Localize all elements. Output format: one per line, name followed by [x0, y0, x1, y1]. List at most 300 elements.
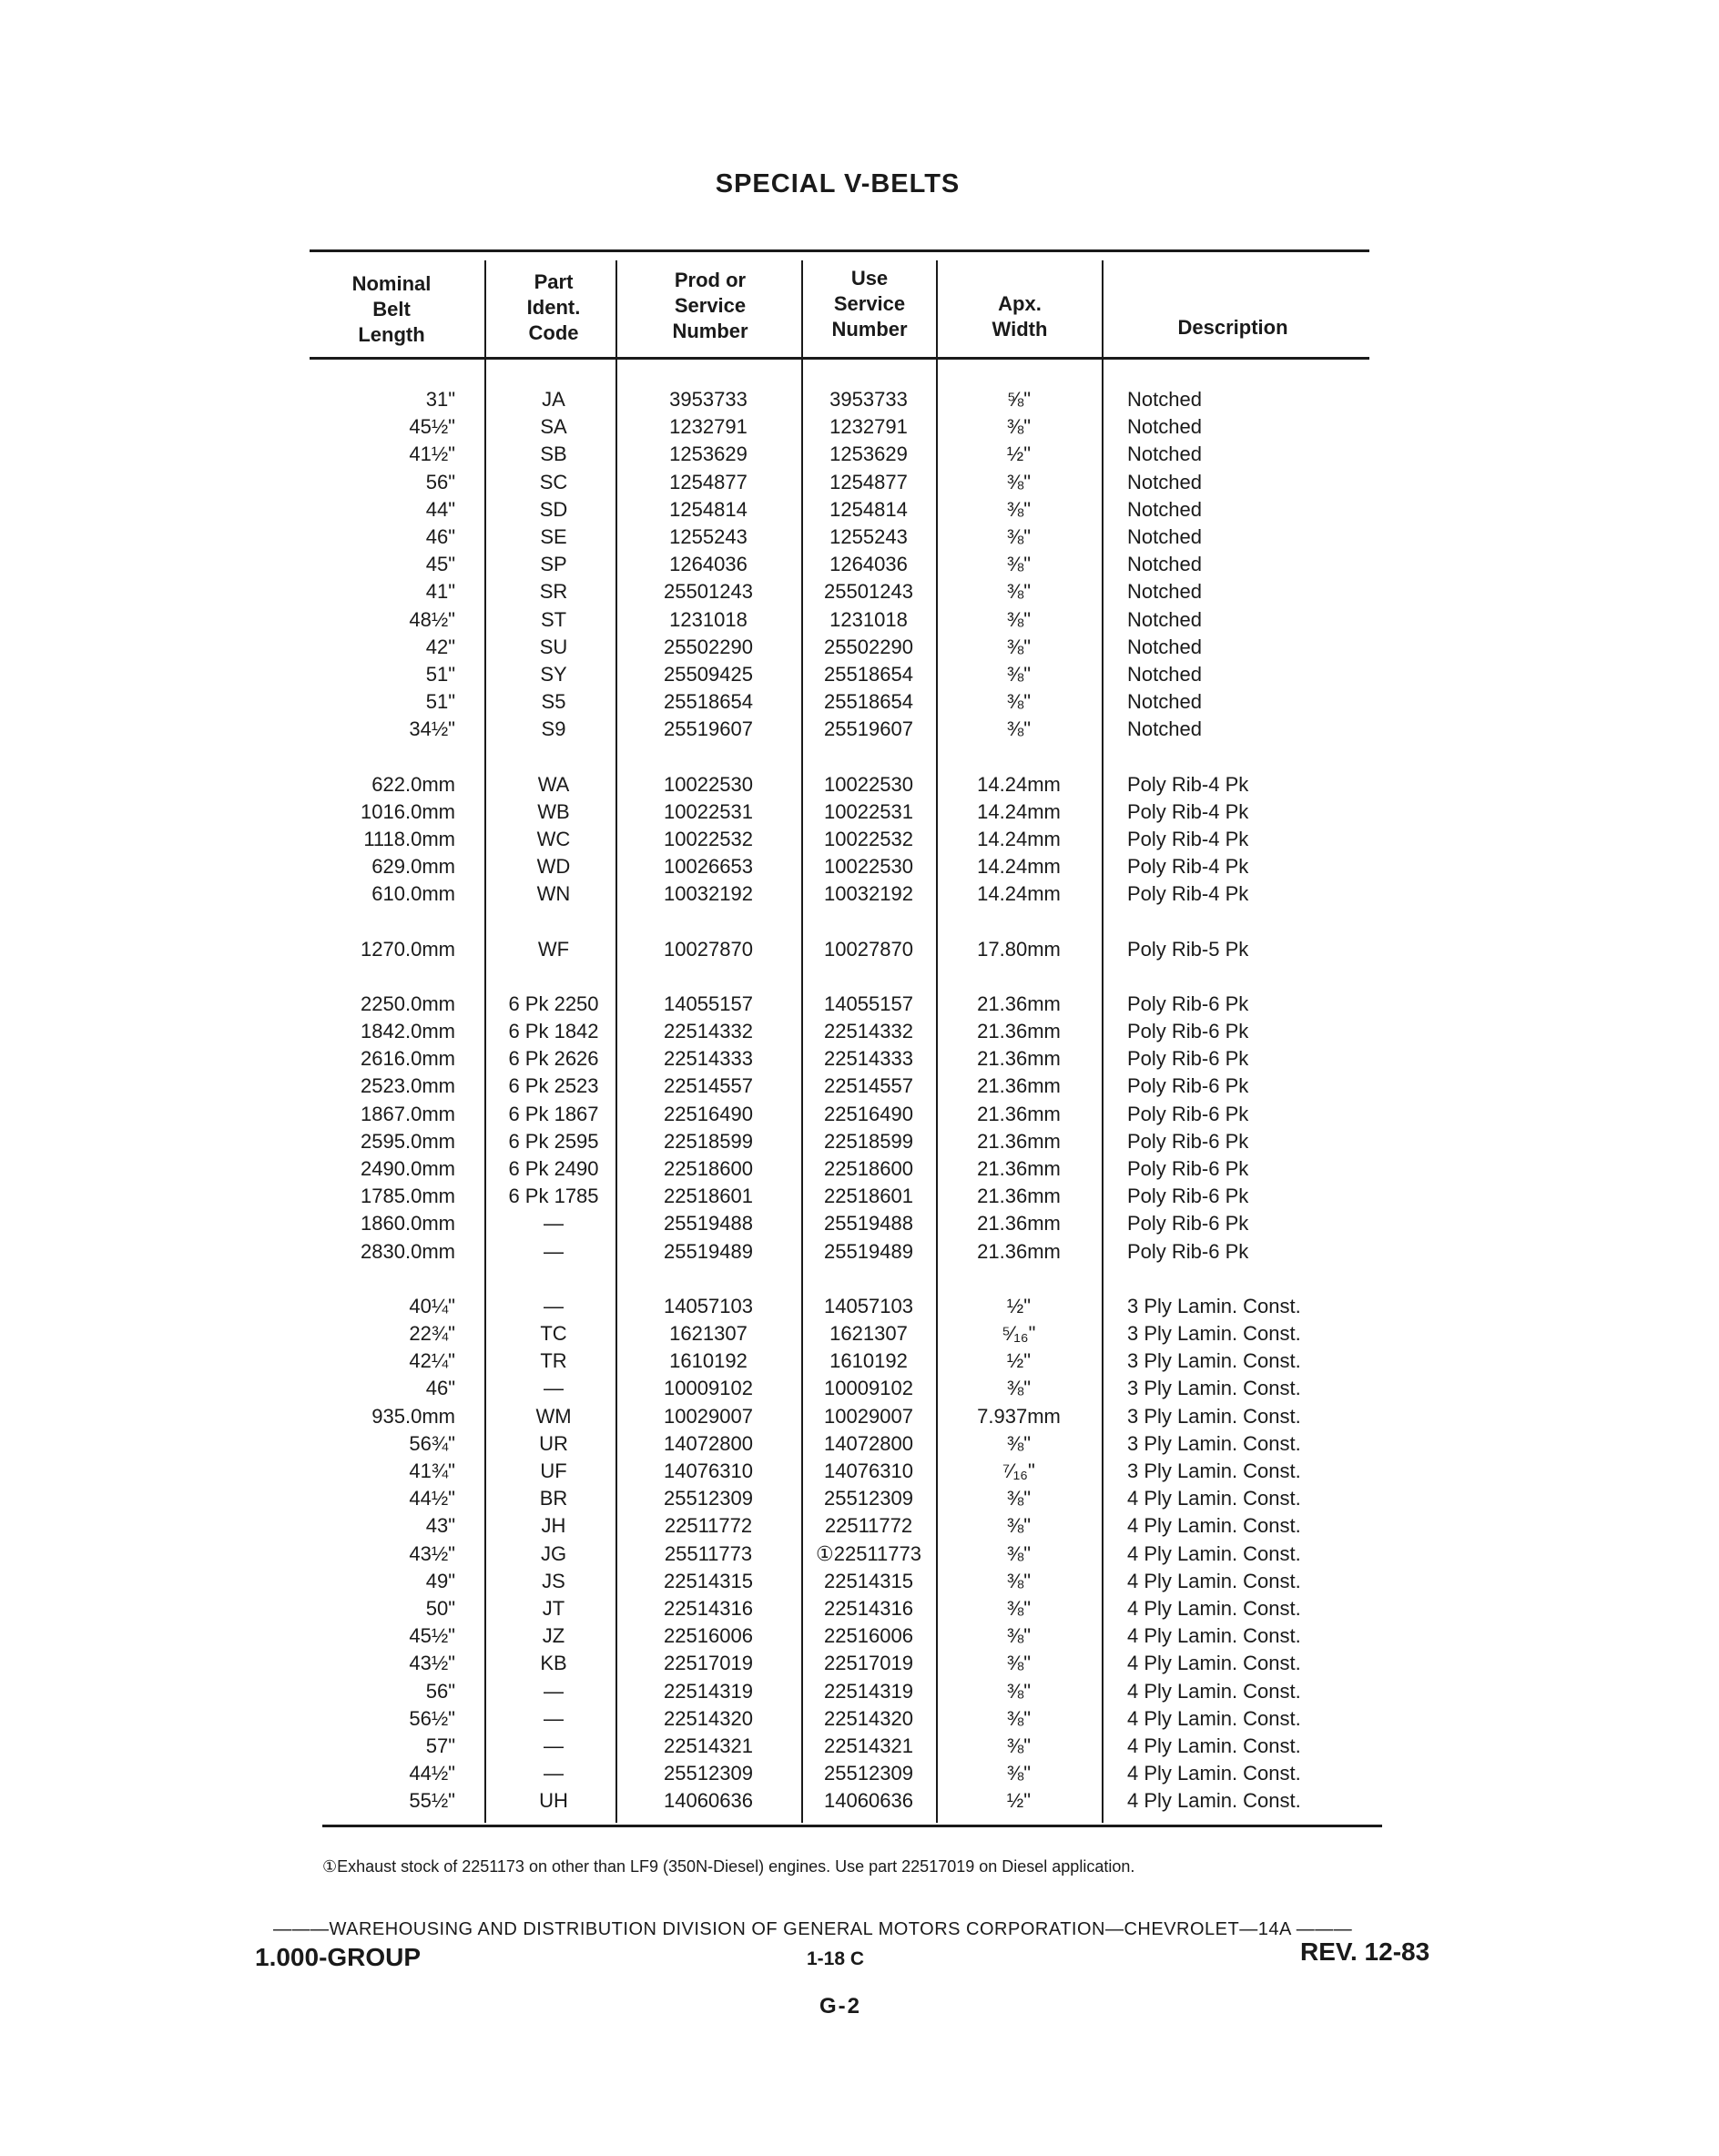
- part-code-cell: WB: [537, 799, 570, 823]
- prod-number-cell: 22514332: [664, 1020, 753, 1042]
- description-cell: Notched: [1127, 717, 1202, 741]
- table-row: [0, 1403, 1719, 1430]
- table-row: [0, 634, 1719, 661]
- table-row: [0, 1485, 1719, 1512]
- use-number-cell: 3953733: [829, 388, 908, 411]
- revision-label: REV. 12-83: [1300, 1937, 1430, 1966]
- prod-number-cell: 25512309: [664, 1762, 753, 1785]
- use-number-cell: 25518654: [824, 690, 913, 714]
- belt-length-cell: 1867.0mm: [361, 1102, 455, 1125]
- width-cell: ⅜": [1006, 1652, 1032, 1675]
- description-cell: Notched: [1127, 388, 1202, 411]
- width-cell: ⅜": [1006, 1624, 1032, 1648]
- width-cell: 21.36mm: [977, 1047, 1061, 1071]
- prod-number-cell: 1255243: [669, 525, 748, 548]
- part-code-cell: SA: [540, 415, 567, 439]
- table-row: [0, 1348, 1719, 1375]
- width-cell: 14.24mm: [977, 882, 1061, 906]
- belt-length-cell: 1860.0mm: [361, 1212, 455, 1236]
- part-code-cell: TC: [540, 1322, 567, 1345]
- part-code-cell: ST: [540, 607, 567, 631]
- belt-length-cell: 43½": [409, 1652, 455, 1675]
- belt-length-cell: 2490.0mm: [361, 1157, 455, 1180]
- width-cell: ⅜": [1006, 497, 1032, 521]
- part-code-cell: 6 Pk 1785: [508, 1185, 599, 1208]
- description-cell: Poly Rib-6 Pk: [1127, 1157, 1249, 1180]
- prod-number-cell: 25502290: [664, 635, 753, 658]
- width-cell: ½": [1006, 1294, 1032, 1317]
- description-cell: Notched: [1127, 580, 1202, 604]
- part-code-cell: WN: [536, 882, 571, 906]
- table-row: [0, 1760, 1719, 1787]
- belt-length-cell: 42¼": [409, 1349, 455, 1373]
- prod-number-cell: 22514315: [664, 1569, 753, 1592]
- table-row: [0, 1512, 1719, 1540]
- header-nominal-belt-length: Nominal Belt Length: [351, 272, 432, 346]
- part-code-cell: —: [544, 1679, 564, 1703]
- description-cell: 4 Ply Lamin. Const.: [1127, 1679, 1301, 1703]
- table-row: [0, 853, 1719, 880]
- description-cell: Poly Rib-6 Pk: [1127, 1074, 1249, 1098]
- belt-length-cell: 1016.0mm: [361, 799, 455, 823]
- prod-number-cell: 14076310: [664, 1459, 753, 1482]
- prod-number-cell: 1610192: [669, 1349, 748, 1373]
- belt-length-cell: 56¾": [409, 1431, 455, 1455]
- part-code-cell: S5: [541, 690, 566, 714]
- width-cell: ⅜": [1006, 1679, 1032, 1703]
- belt-length-cell: 45": [425, 553, 455, 576]
- use-number-cell: 22511772: [824, 1514, 913, 1538]
- belt-length-cell: 41¾": [409, 1459, 455, 1482]
- width-cell: 21.36mm: [977, 1212, 1061, 1236]
- part-code-cell: —: [544, 1377, 564, 1400]
- description-cell: 3 Ply Lamin. Const.: [1127, 1322, 1301, 1345]
- description-cell: 4 Ply Lamin. Const.: [1127, 1762, 1301, 1785]
- description-cell: Notched: [1127, 415, 1202, 439]
- use-number-cell: 25502290: [824, 635, 913, 658]
- table-row: [0, 936, 1719, 963]
- part-code-cell: JH: [541, 1514, 566, 1538]
- part-code-cell: JG: [540, 1541, 567, 1565]
- use-number-cell: 1610192: [829, 1349, 908, 1373]
- description-cell: Notched: [1127, 497, 1202, 521]
- description-cell: Poly Rib-6 Pk: [1127, 1129, 1249, 1153]
- table-row: [0, 1568, 1719, 1595]
- width-cell: 21.36mm: [977, 1020, 1061, 1042]
- belt-length-cell: 41½": [409, 442, 455, 466]
- table-row: [0, 469, 1719, 496]
- part-code-cell: —: [544, 1734, 564, 1757]
- description-cell: Poly Rib-6 Pk: [1127, 1047, 1249, 1071]
- prod-number-cell: 14060636: [664, 1789, 753, 1813]
- width-cell: ⅜": [1006, 1487, 1032, 1510]
- description-cell: 4 Ply Lamin. Const.: [1127, 1652, 1301, 1675]
- belt-length-cell: 2830.0mm: [361, 1239, 455, 1263]
- description-cell: 4 Ply Lamin. Const.: [1127, 1569, 1301, 1592]
- prod-number-cell: 1232791: [669, 415, 748, 439]
- belt-length-cell: 57": [425, 1734, 455, 1757]
- table-row: [0, 1622, 1719, 1650]
- prod-number-cell: 1621307: [669, 1322, 748, 1345]
- description-cell: Notched: [1127, 690, 1202, 714]
- table-row: [0, 1375, 1719, 1402]
- use-number-cell: 10032192: [824, 882, 913, 906]
- part-code-cell: SE: [540, 525, 567, 548]
- width-cell: ⁷⁄₁₆": [1002, 1459, 1035, 1482]
- description-cell: 3 Ply Lamin. Const.: [1127, 1404, 1301, 1428]
- use-number-cell: 1621307: [829, 1322, 908, 1345]
- use-number-cell: 25501243: [824, 580, 913, 604]
- belt-length-cell: 2595.0mm: [361, 1129, 455, 1153]
- part-code-cell: JA: [542, 388, 565, 411]
- header-use-service-number: Use Service Number: [831, 267, 908, 341]
- part-code-cell: 6 Pk 2595: [508, 1129, 599, 1153]
- belt-length-cell: 40¼": [409, 1294, 455, 1317]
- use-number-cell: 25519607: [824, 717, 913, 741]
- prod-number-cell: 10009102: [664, 1377, 753, 1400]
- use-number-cell: 22514319: [824, 1679, 913, 1703]
- part-code-cell: —: [544, 1762, 564, 1785]
- part-code-cell: —: [544, 1239, 564, 1263]
- part-code-cell: JT: [542, 1597, 565, 1620]
- width-cell: ⅜": [1006, 1706, 1032, 1730]
- width-cell: ⅜": [1006, 1431, 1032, 1455]
- header-bottom-rule: [310, 357, 1369, 360]
- header-apx-width: Apx. Width: [992, 292, 1048, 341]
- description-cell: Poly Rib-5 Pk: [1127, 937, 1249, 961]
- table-row: [0, 1183, 1719, 1210]
- description-cell: Poly Rib-6 Pk: [1127, 1239, 1249, 1263]
- table-row: [0, 1128, 1719, 1155]
- width-cell: 14.24mm: [977, 855, 1061, 879]
- prod-number-cell: 3953733: [669, 388, 748, 411]
- width-cell: 14.24mm: [977, 772, 1061, 796]
- table-row: [0, 441, 1719, 468]
- prod-number-cell: 1253629: [669, 442, 748, 466]
- prod-number-cell: 25519489: [664, 1239, 753, 1263]
- use-number-cell: 22514315: [824, 1569, 913, 1592]
- use-number-cell: 22517019: [824, 1652, 913, 1675]
- use-number-cell: 14057103: [824, 1294, 913, 1317]
- use-number-cell: 22518600: [824, 1157, 913, 1180]
- part-code-cell: WF: [537, 937, 570, 961]
- prod-number-cell: 22516490: [664, 1102, 753, 1125]
- use-number-cell: 25519488: [824, 1212, 913, 1236]
- table-row: [0, 1101, 1719, 1128]
- prod-number-cell: 1254877: [669, 470, 748, 493]
- part-code-cell: UF: [540, 1459, 567, 1482]
- part-code-cell: S9: [541, 717, 566, 741]
- division-line: ———WAREHOUSING AND DISTRIBUTION DIVISION OF GENERAL MOTORS CORPORATION—CHEVROLET—14A ———: [273, 1919, 1353, 1939]
- width-cell: 21.36mm: [977, 1129, 1061, 1153]
- table-row: [0, 386, 1719, 413]
- table-row: [0, 1595, 1719, 1622]
- use-number-cell: 14076310: [824, 1459, 913, 1482]
- prod-number-cell: 25512309: [664, 1487, 753, 1510]
- use-number-cell: 10009102: [824, 1377, 913, 1400]
- width-cell: ⅜": [1006, 525, 1032, 548]
- width-cell: ⅜": [1006, 663, 1032, 686]
- width-cell: 14.24mm: [977, 828, 1061, 850]
- use-number-cell: 25512309: [824, 1487, 913, 1510]
- use-number-cell: 1231018: [829, 607, 908, 631]
- description-cell: 4 Ply Lamin. Const.: [1127, 1624, 1301, 1648]
- table-row: [0, 1541, 1719, 1568]
- width-cell: 21.36mm: [977, 1157, 1061, 1180]
- table-row: [0, 1678, 1719, 1705]
- belt-length-cell: 44": [425, 497, 455, 521]
- prod-number-cell: 22514319: [664, 1679, 753, 1703]
- belt-length-cell: 22¾": [409, 1322, 455, 1345]
- width-cell: ⅜": [1006, 607, 1032, 631]
- prod-number-cell: 22518600: [664, 1157, 753, 1180]
- part-code-cell: 6 Pk 1867: [508, 1102, 599, 1125]
- width-cell: ½": [1006, 442, 1032, 466]
- use-number-cell: 22514321: [824, 1734, 913, 1757]
- belt-length-cell: 44½": [409, 1487, 455, 1510]
- table-row: [0, 826, 1719, 853]
- description-cell: Notched: [1127, 635, 1202, 658]
- prod-number-cell: 22514316: [664, 1597, 753, 1620]
- belt-length-cell: 43": [425, 1514, 455, 1538]
- belt-length-cell: 1270.0mm: [361, 937, 455, 961]
- description-cell: 4 Ply Lamin. Const.: [1127, 1734, 1301, 1757]
- use-number-cell: 22516006: [824, 1624, 913, 1648]
- table-row: [0, 1787, 1719, 1815]
- width-cell: ⅜": [1006, 635, 1032, 658]
- table-row: [0, 688, 1719, 716]
- use-number-cell: ①22511773: [816, 1541, 921, 1565]
- width-cell: ⅜": [1006, 1597, 1032, 1620]
- table-row: [0, 1155, 1719, 1183]
- use-number-cell: 14055157: [824, 992, 913, 1015]
- part-code-cell: KB: [540, 1652, 567, 1675]
- prod-number-cell: 10022531: [664, 799, 753, 823]
- table-top-rule: [310, 249, 1369, 252]
- description-cell: Poly Rib-4 Pk: [1127, 828, 1249, 850]
- belt-length-cell: 50": [425, 1597, 455, 1620]
- description-cell: Notched: [1127, 470, 1202, 493]
- width-cell: 21.36mm: [977, 1185, 1061, 1208]
- description-cell: 4 Ply Lamin. Const.: [1127, 1487, 1301, 1510]
- width-cell: ½": [1006, 1349, 1032, 1373]
- prod-number-cell: 22517019: [664, 1652, 753, 1675]
- width-cell: 17.80mm: [977, 937, 1061, 961]
- use-number-cell: 25512309: [824, 1762, 913, 1785]
- use-number-cell: 10022530: [824, 772, 913, 796]
- prod-number-cell: 1264036: [669, 553, 748, 576]
- description-cell: Notched: [1127, 663, 1202, 686]
- belt-length-cell: 56½": [409, 1706, 455, 1730]
- description-cell: 3 Ply Lamin. Const.: [1127, 1294, 1301, 1317]
- belt-length-cell: 46": [425, 525, 455, 548]
- belt-length-cell: 2616.0mm: [361, 1047, 455, 1071]
- width-cell: ⅜": [1006, 1541, 1032, 1565]
- use-number-cell: 1254814: [829, 497, 908, 521]
- prod-number-cell: 10022530: [664, 772, 753, 796]
- page-number: G-2: [819, 1994, 862, 2019]
- part-code-cell: —: [544, 1294, 564, 1317]
- width-cell: ⅝": [1006, 388, 1032, 411]
- use-number-cell: 22514332: [824, 1020, 913, 1042]
- use-number-cell: 10022532: [824, 828, 913, 850]
- table-row: [0, 606, 1719, 634]
- width-cell: ⅜": [1006, 470, 1032, 493]
- belt-length-cell: 45½": [409, 415, 455, 439]
- belt-length-cell: 51": [425, 690, 455, 714]
- description-cell: 4 Ply Lamin. Const.: [1127, 1514, 1301, 1538]
- table-row: [0, 771, 1719, 798]
- description-cell: Notched: [1127, 525, 1202, 548]
- prod-number-cell: 14072800: [664, 1431, 753, 1455]
- table-row: [0, 1073, 1719, 1100]
- width-cell: ⅜": [1006, 415, 1032, 439]
- part-code-cell: JZ: [542, 1624, 565, 1648]
- part-code-cell: SY: [540, 663, 567, 686]
- use-number-cell: 22518601: [824, 1185, 913, 1208]
- use-number-cell: 10027870: [824, 937, 913, 961]
- prod-number-cell: 22514321: [664, 1734, 753, 1757]
- prod-number-cell: 22518601: [664, 1185, 753, 1208]
- use-number-cell: 22518599: [824, 1129, 913, 1153]
- width-cell: ⅜": [1006, 1514, 1032, 1538]
- description-cell: Poly Rib-6 Pk: [1127, 1185, 1249, 1208]
- header-prod-or-service-number: Prod or Service Number: [672, 269, 748, 342]
- description-cell: Poly Rib-6 Pk: [1127, 1020, 1249, 1042]
- prod-number-cell: 14057103: [664, 1294, 753, 1317]
- belt-length-cell: 55½": [409, 1789, 455, 1813]
- part-code-cell: TR: [540, 1349, 567, 1373]
- prod-number-cell: 25519488: [664, 1212, 753, 1236]
- belt-length-cell: 629.0mm: [371, 855, 455, 879]
- description-cell: 4 Ply Lamin. Const.: [1127, 1789, 1301, 1813]
- description-cell: 4 Ply Lamin. Const.: [1127, 1541, 1301, 1565]
- width-cell: 21.36mm: [977, 1102, 1061, 1125]
- table-row: [0, 1210, 1719, 1237]
- prod-number-cell: 22511772: [664, 1514, 753, 1538]
- part-code-cell: 6 Pk 2490: [508, 1157, 599, 1180]
- description-cell: Poly Rib-6 Pk: [1127, 1212, 1249, 1236]
- description-cell: 3 Ply Lamin. Const.: [1127, 1459, 1301, 1482]
- description-cell: 4 Ply Lamin. Const.: [1127, 1597, 1301, 1620]
- description-cell: Poly Rib-4 Pk: [1127, 855, 1249, 879]
- table-row: [0, 1430, 1719, 1458]
- prod-number-cell: 10029007: [664, 1404, 753, 1428]
- part-code-cell: 6 Pk 1842: [508, 1020, 599, 1042]
- part-code-cell: 6 Pk 2523: [508, 1074, 599, 1098]
- prod-number-cell: 25501243: [664, 580, 753, 604]
- table-row: [0, 1650, 1719, 1677]
- header-part-ident-code: Part Ident. Code: [526, 270, 581, 344]
- belt-length-cell: 2250.0mm: [361, 992, 455, 1015]
- prod-number-cell: 14055157: [664, 992, 753, 1015]
- part-code-cell: SD: [539, 497, 568, 521]
- page-title: SPECIAL V-BELTS: [715, 169, 961, 198]
- table-row: [0, 1018, 1719, 1045]
- description-cell: Poly Rib-4 Pk: [1127, 772, 1249, 796]
- part-code-cell: UH: [539, 1789, 568, 1813]
- part-code-cell: WD: [536, 855, 571, 879]
- width-cell: ⅜": [1006, 690, 1032, 714]
- table-row: [0, 798, 1719, 826]
- width-cell: 21.36mm: [977, 1239, 1061, 1263]
- use-number-cell: 1254877: [829, 470, 908, 493]
- part-code-cell: SU: [539, 635, 568, 658]
- width-cell: 7.937mm: [977, 1404, 1061, 1428]
- part-code-cell: 6 Pk 2250: [508, 992, 599, 1015]
- prod-number-cell: 10022532: [664, 828, 753, 850]
- belt-length-cell: 1118.0mm: [363, 828, 455, 850]
- belt-length-cell: 49": [425, 1569, 455, 1592]
- belt-length-cell: 56": [425, 1679, 455, 1703]
- width-cell: ⁵⁄₁₆": [1002, 1322, 1036, 1345]
- part-code-cell: BR: [539, 1487, 568, 1510]
- table-row: [0, 880, 1719, 908]
- table-row: [0, 413, 1719, 441]
- part-code-cell: WC: [536, 828, 571, 850]
- description-cell: Notched: [1127, 553, 1202, 576]
- prod-number-cell: 25509425: [664, 663, 753, 686]
- use-number-cell: 10022530: [824, 855, 913, 879]
- prod-number-cell: 22514557: [664, 1074, 753, 1098]
- table-row: [0, 1705, 1719, 1733]
- description-cell: Notched: [1127, 607, 1202, 631]
- prod-number-cell: 25519607: [664, 717, 753, 741]
- belt-length-cell: 2523.0mm: [361, 1074, 455, 1098]
- table-row: [0, 991, 1719, 1018]
- width-cell: ⅜": [1006, 1377, 1032, 1400]
- table-row: [0, 1238, 1719, 1266]
- use-number-cell: 25519489: [824, 1239, 913, 1263]
- group-label: 1.000-GROUP: [255, 1943, 422, 1971]
- part-code-cell: SC: [539, 470, 568, 493]
- prod-number-cell: 10026653: [664, 855, 753, 879]
- description-cell: 3 Ply Lamin. Const.: [1127, 1431, 1301, 1455]
- width-cell: ⅜": [1006, 1569, 1032, 1592]
- part-code-cell: SB: [540, 442, 567, 466]
- prod-number-cell: 22514320: [664, 1706, 753, 1730]
- description-cell: Poly Rib-6 Pk: [1127, 992, 1249, 1015]
- part-code-cell: —: [544, 1706, 564, 1730]
- belt-length-cell: 56": [425, 470, 455, 493]
- use-number-cell: 14060636: [824, 1789, 913, 1813]
- table-row: [0, 551, 1719, 578]
- prod-number-cell: 25511773: [664, 1541, 753, 1565]
- part-code-cell: —: [544, 1212, 564, 1236]
- use-number-cell: 1253629: [829, 442, 908, 466]
- table-row: [0, 661, 1719, 688]
- belt-length-cell: 935.0mm: [371, 1404, 455, 1428]
- part-code-cell: WA: [537, 772, 570, 796]
- table-row: [0, 524, 1719, 551]
- table-row: [0, 578, 1719, 605]
- belt-length-cell: 44½": [409, 1762, 455, 1785]
- part-code-cell: SP: [540, 553, 567, 576]
- belt-length-cell: 48½": [409, 607, 455, 631]
- use-number-cell: 10022531: [824, 799, 913, 823]
- use-number-cell: 1255243: [829, 525, 908, 548]
- use-number-cell: 22516490: [824, 1102, 913, 1125]
- footnote: ①Exhaust stock of 2251173 on other than LF9 (350N-Diesel) engines. Use part 22517019 on Diesel application.: [322, 1857, 1135, 1876]
- part-code-cell: UR: [539, 1431, 568, 1455]
- width-cell: ⅜": [1006, 553, 1032, 576]
- description-cell: 3 Ply Lamin. Const.: [1127, 1349, 1301, 1373]
- belt-length-cell: 622.0mm: [371, 772, 455, 796]
- part-code-cell: SR: [539, 580, 568, 604]
- prod-number-cell: 10027870: [664, 937, 753, 961]
- prod-number-cell: 1254814: [669, 497, 748, 521]
- belt-length-cell: 51": [425, 663, 455, 686]
